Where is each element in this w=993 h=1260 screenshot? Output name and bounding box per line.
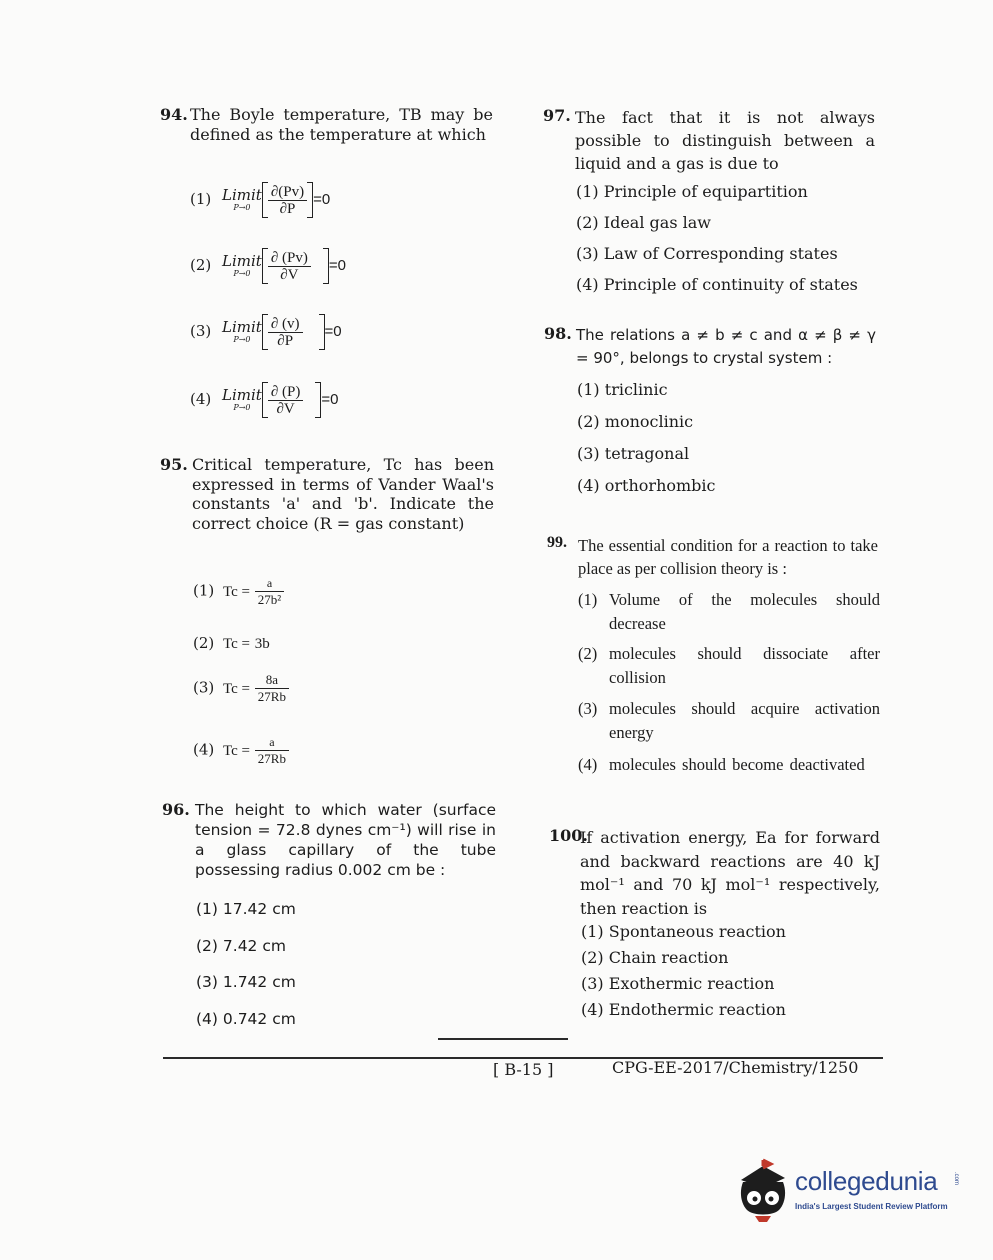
q97-option-1 bbox=[576, 182, 808, 201]
question-number: 98. bbox=[544, 324, 572, 343]
q100-option-4 bbox=[581, 1000, 786, 1019]
option-label: (3) bbox=[578, 699, 598, 718]
q100-option-1 bbox=[581, 922, 786, 941]
numerator: a bbox=[255, 734, 289, 751]
option-text: Volume of the molecules should decrease bbox=[609, 590, 880, 633]
collegedunia-logo bbox=[733, 1158, 963, 1228]
q96-option-3 bbox=[196, 973, 296, 991]
footer-short-rule bbox=[438, 1038, 568, 1040]
denominator: 27Rb bbox=[257, 689, 286, 704]
question-text: Critical temperature, Tc has been expressed in terms of Vander Waal's constants 'a' and 'b'. Indicate the correct choice (R = gas constant) bbox=[192, 455, 494, 534]
question-text: The height to which water (surface tension = 72.8 dynes cm⁻¹) will rise in a glass capillary of the tube possessing radius 0.002 cm be : bbox=[195, 801, 496, 879]
q94-option-4 bbox=[190, 382, 338, 418]
q96-option-2 bbox=[196, 937, 286, 955]
q97-option-3 bbox=[576, 244, 838, 263]
option-text: molecules should become deactivated bbox=[609, 755, 865, 774]
option-text: Ideal gas law bbox=[603, 213, 711, 232]
q94-option-2 bbox=[190, 248, 346, 284]
option-label: (4) bbox=[190, 390, 212, 408]
limit-word: Limit bbox=[222, 318, 262, 336]
option-text: Principle of equipartition bbox=[603, 182, 808, 201]
q95-option-1 bbox=[193, 575, 284, 608]
option-label: (4) bbox=[193, 740, 215, 759]
q100-option-3 bbox=[581, 974, 774, 993]
numerator: ∂ (v) bbox=[268, 316, 303, 333]
limit-subscript: P→0 bbox=[233, 335, 251, 344]
mascot-icon bbox=[733, 1158, 793, 1224]
option-label: (4) bbox=[577, 476, 600, 495]
option-label: (2) bbox=[577, 412, 600, 431]
option-label: (1) bbox=[578, 590, 598, 609]
option-text: Chain reaction bbox=[608, 948, 729, 967]
option-label: (3) bbox=[193, 678, 215, 697]
question-text: The fact that it is not always possible to distinguish between a liquid and a gas is due to bbox=[575, 108, 875, 173]
q97-option-4 bbox=[576, 275, 858, 294]
numerator: a bbox=[255, 575, 284, 592]
numerator: 8a bbox=[255, 672, 289, 689]
q99-option-4 bbox=[578, 753, 880, 777]
limit-word: Limit bbox=[222, 186, 262, 204]
logo-name: collegedunia bbox=[795, 1166, 938, 1196]
q96-option-1 bbox=[196, 900, 296, 918]
rhs: =0 bbox=[328, 257, 346, 274]
q98-option-4 bbox=[577, 476, 716, 495]
q97-option-2 bbox=[576, 213, 711, 232]
denominator: ∂P bbox=[277, 332, 294, 349]
q94-option-1 bbox=[190, 182, 330, 218]
page-number: [ B-15 ] bbox=[493, 1060, 554, 1079]
option-label: (2) bbox=[581, 948, 604, 967]
numerator: ∂ (Pv) bbox=[268, 250, 311, 267]
denominator: ∂V bbox=[276, 400, 295, 417]
lhs: Tc = bbox=[223, 742, 251, 759]
option-text: triclinic bbox=[604, 380, 668, 399]
q95-option-2 bbox=[193, 634, 270, 653]
option-label: (4) bbox=[196, 1010, 218, 1028]
denominator: 27b² bbox=[257, 592, 282, 607]
question-text: The relations a ≠ b ≠ c and α ≠ β ≠ γ = 90°, belongs to crystal system : bbox=[576, 326, 876, 367]
option-label: (1) bbox=[190, 190, 212, 208]
option-label: (3) bbox=[577, 444, 600, 463]
question-number: 94. bbox=[160, 105, 188, 124]
limit-word: Limit bbox=[222, 252, 262, 270]
rhs: =0 bbox=[324, 323, 342, 340]
numerator: ∂ (P) bbox=[268, 384, 304, 401]
option-text: orthorhombic bbox=[604, 476, 716, 495]
logo-suffix: .com bbox=[953, 1172, 959, 1186]
inline-value: 3b bbox=[254, 636, 270, 652]
option-text: Endothermic reaction bbox=[608, 1000, 786, 1019]
option-label: (3) bbox=[190, 322, 212, 340]
option-label: (2) bbox=[576, 213, 599, 232]
option-label: (3) bbox=[576, 244, 599, 263]
question-number: 96. bbox=[162, 800, 190, 819]
lhs: Tc = bbox=[223, 680, 251, 697]
q95-option-4 bbox=[193, 734, 289, 767]
option-text: 7.42 cm bbox=[222, 937, 286, 955]
rhs: =0 bbox=[321, 391, 339, 408]
option-text: Spontaneous reaction bbox=[608, 922, 786, 941]
option-label: (1) bbox=[577, 380, 600, 399]
question-text: The Boyle temperature, TB may be defined as the temperature at which bbox=[190, 105, 493, 144]
q99-option-2 bbox=[578, 642, 880, 690]
q94-option-3 bbox=[190, 314, 342, 350]
option-text: Exothermic reaction bbox=[608, 974, 775, 993]
question-number: 99. bbox=[547, 534, 567, 551]
option-text: 1.742 cm bbox=[222, 973, 296, 991]
option-label: (1) bbox=[196, 900, 218, 918]
rhs: =0 bbox=[313, 191, 331, 208]
lhs: Tc = bbox=[223, 636, 251, 652]
option-label: (4) bbox=[578, 755, 598, 774]
limit-word: Limit bbox=[222, 386, 262, 404]
option-label: (1) bbox=[576, 182, 599, 201]
option-label: (1) bbox=[581, 922, 604, 941]
option-text: molecules should acquire activation energy bbox=[609, 699, 880, 742]
option-label: (3) bbox=[196, 973, 218, 991]
limit-subscript: P→0 bbox=[233, 403, 251, 412]
q99-option-3 bbox=[578, 697, 880, 745]
denominator: 27Rb bbox=[257, 751, 286, 766]
option-text: monoclinic bbox=[604, 412, 694, 431]
option-label: (2) bbox=[193, 634, 215, 652]
lhs: Tc = bbox=[223, 583, 251, 600]
limit-subscript: P→0 bbox=[233, 269, 251, 278]
q98-option-1 bbox=[577, 380, 668, 399]
option-text: molecules should dissociate after collision bbox=[609, 644, 880, 687]
question-number: 97. bbox=[543, 106, 571, 125]
q98-option-3 bbox=[577, 444, 689, 463]
q100-option-2 bbox=[581, 948, 728, 967]
option-text: Law of Corresponding states bbox=[603, 244, 838, 263]
question-text: If activation energy, Ea for forward and backward reactions are 40 kJ mol⁻¹ and 70 kJ mol⁻¹ respectively, then reaction is bbox=[580, 828, 880, 918]
question-text: The essential condition for a reaction to take place as per collision theory is : bbox=[578, 536, 878, 578]
option-text: 17.42 cm bbox=[222, 900, 296, 918]
option-label: (1) bbox=[193, 581, 215, 600]
numerator: ∂(Pv) bbox=[268, 184, 307, 201]
denominator: ∂P bbox=[279, 200, 296, 217]
option-label: (3) bbox=[581, 974, 604, 993]
option-label: (2) bbox=[196, 937, 218, 955]
question-number: 95. bbox=[160, 455, 188, 474]
option-text: tetragonal bbox=[604, 444, 690, 463]
logo-tagline: India's Largest Student Review Platform bbox=[795, 1202, 948, 1211]
q99-option-1 bbox=[578, 588, 880, 636]
question-number: 100. bbox=[549, 826, 588, 845]
denominator: ∂V bbox=[280, 266, 299, 283]
paper-code: CPG-EE-2017/Chemistry/1250 bbox=[612, 1058, 859, 1077]
q96-option-4 bbox=[196, 1010, 296, 1028]
option-label: (4) bbox=[576, 275, 599, 294]
limit-subscript: P→0 bbox=[233, 203, 251, 212]
option-label: (2) bbox=[578, 644, 598, 663]
option-label: (4) bbox=[581, 1000, 604, 1019]
q95-option-3 bbox=[193, 672, 289, 705]
option-text: 0.742 cm bbox=[222, 1010, 296, 1028]
option-text: Principle of continuity of states bbox=[603, 275, 858, 294]
q98-option-2 bbox=[577, 412, 693, 431]
option-label: (2) bbox=[190, 256, 212, 274]
